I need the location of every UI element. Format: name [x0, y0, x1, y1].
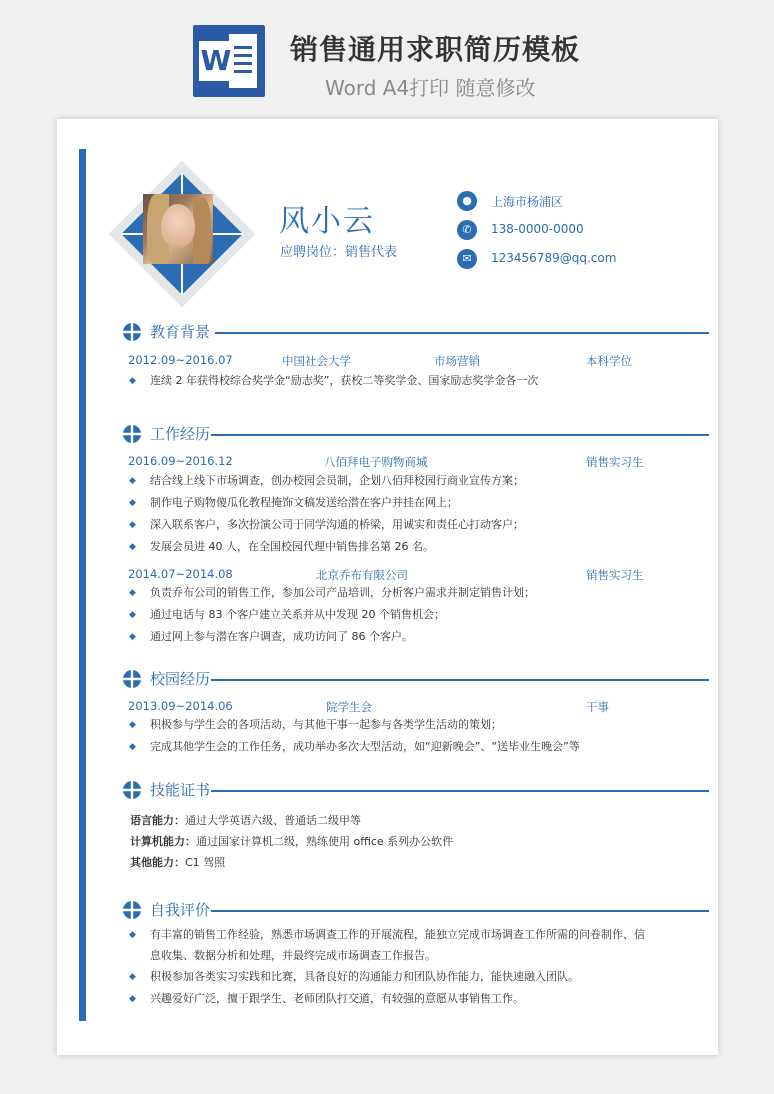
section-education	[123, 321, 653, 343]
section-compass-icon	[123, 781, 141, 799]
list-item: ◆ 有丰富的销售工作经验，熟悉市场调查工作的开展流程，能独立完成市场调查工作所需的问卷制作、信	[129, 927, 645, 943]
candidate-name: 风小云	[279, 204, 375, 239]
list-item: ◆ 制作电子购物傻瓜化教程掩饰文稿发送给潜在客户并挂在网上；	[129, 495, 458, 511]
job-row: 2016.09~2016.12 八佰拜电子购物商城 销售实习生	[128, 454, 644, 469]
section-title: 自我评价	[150, 901, 211, 919]
list-item: ◆ 完成其他学生会的工作任务，成功举办多次大型活动，如“迎新晚会”、“送毕业生晚会”等	[129, 739, 580, 755]
list-item-continued: 息收集、数据分析和处理，并最终完成市场调查工作报告。	[150, 949, 436, 962]
word-icon	[193, 25, 265, 97]
phone-icon: ✆	[457, 220, 477, 240]
section-title: 校园经历	[150, 670, 211, 688]
left-accent-bar	[79, 149, 86, 1021]
banner-subtitle: Word A4打印 随意修改	[325, 76, 536, 100]
section-title: 技能证书	[150, 781, 211, 799]
skill-line: 其他能力：C1 驾照	[130, 856, 226, 869]
section-campus	[123, 668, 653, 690]
banner-title: 销售通用求职简历模板	[290, 33, 581, 66]
section-self-evaluation	[123, 899, 653, 921]
list-item: ◆ 深入联系客户，多次扮演公司于同学沟通的桥梁，用诚实和责任心打动客户；	[129, 517, 524, 533]
list-item: ◆ 积极参加各类实习实践和比赛，具备良好的沟通能力和团队协作能力，能快速融入团队。	[129, 969, 579, 985]
skill-line: 语言能力：通过大学英语六级、普通话二级甲等	[130, 814, 361, 827]
avatar	[143, 194, 213, 264]
skill-line: 计算机能力：通过国家计算机二级，熟练使用 office 系列办公软件	[130, 835, 454, 848]
list-item: ◆ 通过网上参与潜在客户调查，成功访问了 86 个客户。	[129, 629, 413, 645]
section-compass-icon	[123, 901, 141, 919]
section-compass-icon	[123, 670, 141, 688]
section-compass-icon	[123, 425, 141, 443]
section-compass-icon	[123, 323, 141, 341]
list-item: ◆ 积极参与学生会的各项活动，与其他干事一起参与各类学生活动的策划；	[129, 717, 502, 733]
list-item: ◆ 发展会员进 40 人，在全国校园代理中销售排名第 26 名。	[129, 539, 434, 555]
education-row: 2012.09~2016.07 中国社会大学 市场营销 本科学位	[128, 353, 632, 368]
mail-icon: ✉	[457, 249, 477, 269]
job-row: 2014.07~2014.08 北京乔布有限公司 销售实习生	[128, 567, 644, 582]
section-title: 工作经历	[150, 425, 211, 443]
resume-page: 风小云 应聘岗位：销售代表 ● 上海市杨浦区 ✆ 138-0000-0000 ✉ 123456789@qq.com 教育背景 2012.09~2016.07 中国社会大学 市场营销 本科学位 ◆ 连续 2 年获得校综合奖学金“励志奖”，获校二等奖学金、国家励志奖学金各一次 工作经历 2016.09~2016.12 八佰拜电子购物商城 销售实习生 ◆ 结合线上线下市场调查，创办校园会员制，企划八佰拜校园行商业宣传方案； ◆ 制作电子购物傻瓜化教程掩饰文稿发送给潜在客户并挂在网上； ◆ 深入联系客户，多次扮演公司于同学沟通的桥梁，用诚实和责任心打动客户； ◆ 发展会员进 40 人，在全国校园代理中销售排名第 26 名。 2014.07~2014.08 北京乔布有限公司 销售实习生 ◆ 负责乔布公司的销售工作，参加公司产品培训，分析客户需求并制定销售计划； ◆ 通过电话与 83 个客户建立关系并从中发现 20 个销售机会； ◆ 通过网上参与潜在客户调查，成功访问了 86 个客户。 校园经历 2013.09~2014.06 院学生会 干事 ◆ 积极参与学生会的各项活动，与其他干事一起参与各类学生活动的策划； ◆ 完成其他学生会的工作任务，成功举办多次大型活动，如“迎新晚会”、“送毕业生晚会”等 技能证书 语言能力：通过大学英语六级、普通话二级甲等 计算机能力：通过国家计算机二级，熟练使用 office 系列办公软件 其他能力：C1 驾照 自我评价 ◆ 有丰富的销售工作经验，熟悉市场调查工作的开展流程，能独立完成市场调查工作所需的问卷制作、信 息收集、数据分析和处理，并最终完成市场调查工作报告。 ◆ 积极参加各类实习实践和比赛，具备良好的沟通能力和团队协作能力，能快速融入团队。 ◆ 兴趣爱好广泛，擅于跟学生、老师团队打交道，有较强的意愿从事销售工作。	[57, 119, 718, 1055]
word-letter: W	[199, 41, 233, 81]
section-title: 教育背景	[150, 323, 211, 341]
list-item: ◆ 结合线上线下市场调查，创办校园会员制，企划八佰拜校园行商业宣传方案；	[129, 473, 524, 489]
banner	[0, 0, 774, 110]
job-position: 应聘岗位：销售代表	[280, 245, 398, 260]
list-item: ◆ 兴趣爱好广泛，擅于跟学生、老师团队打交道，有较强的意愿从事销售工作。	[129, 991, 524, 1007]
section-skills	[123, 779, 653, 801]
location-icon: ●	[457, 191, 477, 211]
list-item: ◆ 通过电话与 83 个客户建立关系并从中发现 20 个销售机会；	[129, 607, 445, 623]
section-work	[123, 423, 653, 445]
list-item: ◆ 连续 2 年获得校综合奖学金“励志奖”，获校二等奖学金、国家励志奖学金各一次	[129, 373, 538, 389]
campus-row: 2013.09~2014.06 院学生会 干事	[128, 699, 609, 714]
list-item: ◆ 负责乔布公司的销售工作，参加公司产品培训，分析客户需求并制定销售计划；	[129, 585, 535, 601]
